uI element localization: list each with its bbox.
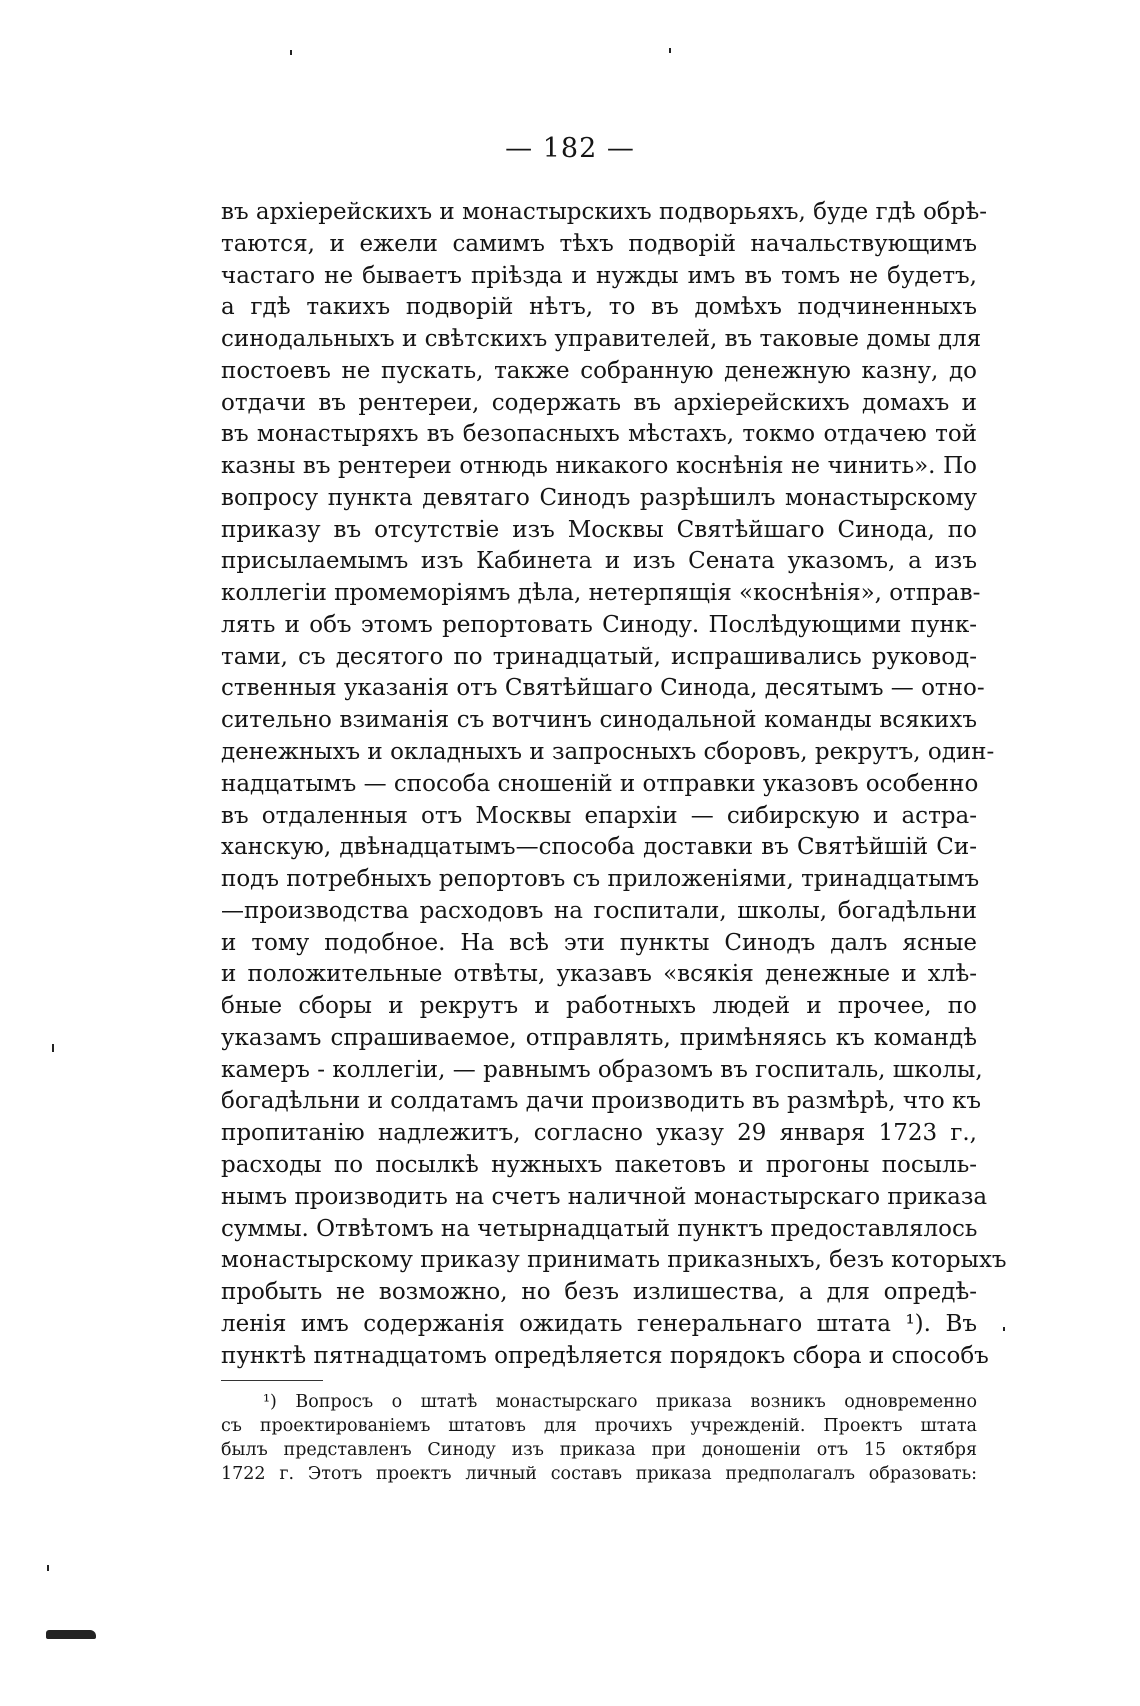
footnote bbox=[221, 1390, 977, 1486]
body-line: ленія имъ содержанія ожидать генеральнаго штата ¹). Въ bbox=[221, 1310, 977, 1337]
body-line: лять и объ этомъ репортовать Синоду. Послѣдующими пунк- bbox=[221, 611, 977, 638]
scan-speck bbox=[290, 50, 292, 55]
body-line: пропитанію надлежитъ, согласно указу 29 января 1723 г., bbox=[221, 1120, 977, 1147]
body-line: богадѣльни и солдатамъ дачи производить въ размѣрѣ, что къ bbox=[221, 1088, 981, 1115]
footnote-line: ¹) Вопросъ о штатѣ монастырскаго приказа возникъ одновременно bbox=[263, 1392, 977, 1412]
body-line: надцатымъ — способа сношеній и отправки указовъ особенно bbox=[221, 770, 979, 797]
body-line: отдачи въ рентереи, содержать въ архіерейскихъ домахъ и bbox=[221, 389, 977, 416]
body-line: камеръ - коллегіи, — равнымъ образомъ въ госпиталь, школы, bbox=[221, 1056, 983, 1083]
body-line: въ монастыряхъ въ безопасныхъ мѣстахъ, токмо отдачею той bbox=[221, 421, 977, 448]
body-line: сительно взиманія съ вотчинъ синодальной команды всякихъ bbox=[221, 707, 977, 734]
page-number: — 182 — bbox=[505, 133, 635, 164]
body-line: въ отдаленныя отъ Москвы епархіи — сибирскую и астра- bbox=[221, 802, 977, 829]
body-line: тами, съ десятого по тринадцатый, испрашивались руковод- bbox=[221, 643, 977, 670]
body-line: суммы. Отвѣтомъ на четырнадцатый пунктъ предоставлялось bbox=[221, 1215, 978, 1242]
footnote-line: былъ представленъ Синоду изъ приказа при доношеніи отъ 15 октября bbox=[221, 1440, 977, 1460]
footnote-divider bbox=[221, 1380, 323, 1381]
body-line: частаго не бываетъ пріѣзда и нужды имъ въ томъ не будетъ, bbox=[221, 262, 977, 289]
body-line: пунктѣ пятнадцатомъ опредѣляется порядокъ сбора и способъ bbox=[221, 1342, 989, 1369]
body-line: казны въ рентереи отнюдь никакого коснѣнія не чинить». По bbox=[221, 453, 977, 480]
footnote-line: 1722 г. Этотъ проектъ личный составъ приказа предполагалъ образовать: bbox=[221, 1464, 977, 1484]
body-line: и тому подобное. На всѣ эти пункты Синодъ далъ ясные bbox=[221, 929, 977, 956]
body-line: —производства расходовъ на госпитали, школы, богадѣльни bbox=[221, 897, 977, 924]
scan-speck bbox=[52, 1044, 54, 1052]
body-line: пробыть не возможно, но безъ излишества, а для опредѣ- bbox=[221, 1279, 977, 1306]
body-line: денежныхъ и окладныхъ и запросныхъ сборовъ, рекрутъ, один- bbox=[221, 739, 995, 766]
body-line: въ архіерейскихъ и монастырскихъ подворьяхъ, буде гдѣ обрѣ- bbox=[221, 199, 988, 225]
body-line: монастырскому приказу принимать приказныхъ, безъ которыхъ bbox=[221, 1247, 1007, 1274]
body-line: вопросу пункта девятаго Синодъ разрѣшилъ монастырскому bbox=[221, 484, 977, 511]
body-line: и положительные отвѣты, указавъ «всякія денежные и хлѣ- bbox=[221, 961, 977, 988]
footnote-line: съ проектированіемъ штатовъ для прочихъ учрежденій. Проектъ штата bbox=[221, 1416, 977, 1436]
body-line: подъ потребныхъ репортовъ съ приложеніями, тринадцатымъ bbox=[221, 866, 980, 893]
body-line: присылаемымъ изъ Кабинета и изъ Сената указомъ, а изъ bbox=[221, 548, 977, 575]
body-line: таются, и ежели самимъ тѣхъ подворій начальствующимъ bbox=[221, 230, 977, 257]
body-line: нымъ производить на счетъ наличной монастырскаго приказа bbox=[221, 1183, 988, 1210]
body-line: приказу въ отсутствіе изъ Москвы Святѣйшаго Синода, по bbox=[221, 516, 977, 543]
scan-speck bbox=[1003, 1327, 1005, 1331]
body-line: а гдѣ такихъ подворій нѣтъ, то въ домѣхъ подчиненныхъ bbox=[221, 294, 977, 321]
body-line: бные сборы и рекрутъ и работныхъ людей и прочее, по bbox=[221, 993, 977, 1020]
body-line: расходы по посылкѣ нужныхъ пакетовъ и прогоны посыль- bbox=[221, 1151, 977, 1178]
scan-smudge bbox=[46, 1630, 96, 1639]
scan-speck bbox=[669, 48, 671, 53]
body-line: постоевъ не пускать, также собранную денежную казну, до bbox=[221, 357, 977, 384]
body-line: указамъ спрашиваемое, отправлять, примѣняясь къ командѣ bbox=[221, 1024, 977, 1051]
body-line: синодальныхъ и свѣтскихъ управителей, въ таковые домы для bbox=[221, 326, 982, 353]
body-line: коллегіи промеморіямъ дѣла, нетерпящія «коснѣнія», отправ- bbox=[221, 580, 981, 607]
body-text bbox=[221, 197, 1007, 1372]
body-line: ственныя указанія отъ Святѣйшаго Синода, десятымъ — отно- bbox=[221, 675, 985, 702]
body-line: ханскую, двѣнадцатымъ—способа доставки въ Святѣйшій Си- bbox=[221, 834, 977, 861]
scan-speck bbox=[47, 1565, 49, 1571]
